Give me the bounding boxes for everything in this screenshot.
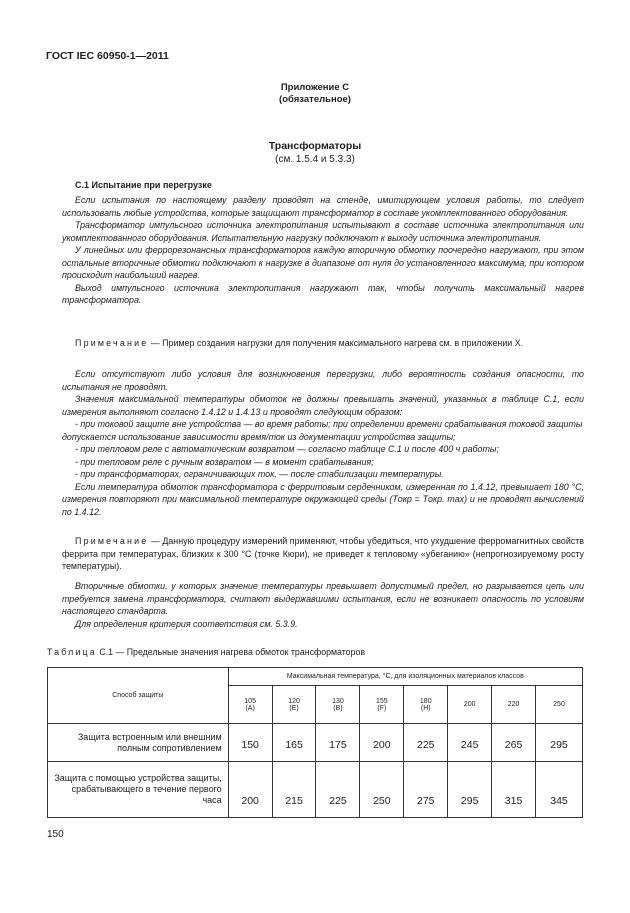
standard-code: ГОСТ IEC 60950-1—2011 [46, 50, 169, 62]
class-header: 220 [492, 686, 536, 724]
note-2 [62, 535, 584, 573]
table-cell: 275 [404, 762, 448, 818]
table-cell: 225 [316, 762, 360, 818]
table-row [48, 762, 583, 818]
class-header: 180 (H) [404, 686, 448, 724]
list-item: - при тепловом реле с автоматическим возвратом — согласно таблице C.1 и после 400 ч работы; [75, 444, 499, 454]
paragraph: Если температура обмоток трансформатора с ферритовым сердечником, измеренная по 1.4.12, превышает 180 °C, измерения повторяют при максимальной температуре окружающей среды (Tокр = Tокр. max) и не проводят вычислений по 1.4.12. [62, 481, 584, 517]
table-cell: 345 [536, 762, 583, 818]
paragraph: Если отсутствуют либо условия для возникновения перегрузки, либо вероятность создания опасности, то испытания не проводят. [62, 369, 584, 392]
paragraph: Выход импульсного источника электропитания нагружают так, чтобы получить максимальный нагрев трансформатора. [62, 282, 584, 305]
table-cell: 165 [272, 724, 316, 762]
row-label: Защита с помощью устройства защиты, срабатывающего в течение первого часа [48, 762, 229, 818]
paragraph: Значения максимальной температуры обмоток не должны превышать значений, указанных в таблице C.1, если измерения выполняют согласно 1.4.12 и 1.4.13 и проводят следующим образом: [62, 394, 584, 417]
paragraph: У линейных или феррорезонансных трансформаторов каждую вторичную обмотку поочередно нагружают, при этом остальные вторичные обмотки подключают к нагрузке в диапазоне от нуля до установленного максимума, при котором происходит наибольший нагрев. [62, 245, 584, 280]
table-row [48, 724, 583, 762]
note-text: — Данную процедуру измерений применяют, чтобы убедиться, что ухудшение ферромагнитных свойств феррита при температурах, близких к 300 °C (точке Кюри), не приведет к тепловому «убеганию» (непрогнозируемому росту температуры). [62, 536, 584, 571]
table-cell: 250 [360, 762, 404, 818]
annex-status: (обязательное) [279, 94, 351, 105]
page-number: 150 [47, 829, 64, 840]
table-cell: 225 [404, 724, 448, 762]
table-cell: 200 [228, 762, 272, 818]
list-item: - при трансформаторах, ограничивающих ток, — после стабилизации температуры. [75, 469, 444, 479]
table-cell: 175 [316, 724, 360, 762]
section-reference: (см. 1.5.4 и 5.3.3) [275, 154, 355, 165]
table-caption [47, 647, 365, 657]
clause-body-bottom [62, 580, 584, 630]
table-cell: 265 [492, 724, 536, 762]
clause-body-middle [62, 368, 584, 518]
note-text: — Пример создания нагрузки для получения максимального нагрева см. в приложении X. [148, 338, 524, 348]
note-1 [62, 337, 584, 350]
row-label: Защита встроенным или внешним полным сопротивлением [48, 724, 229, 762]
header-method: Способ защиты [48, 668, 229, 724]
clause-body-top [62, 194, 584, 307]
class-header: 155 (F) [360, 686, 404, 724]
note-label: Примечание [75, 536, 149, 546]
table-cell: 295 [448, 762, 492, 818]
table-cell: 245 [448, 724, 492, 762]
table-caption-text: C.1 — Предельные значения нагрева обмоток трансформаторов [96, 647, 366, 657]
list-item: - при токовой защите вне устройства — во время работы; при определении времени срабатывания токовой защиты допускается использование зависимости время/ток из документации устройства защиты; [62, 419, 583, 442]
class-header: 120 (E) [272, 686, 316, 724]
table-cell: 315 [492, 762, 536, 818]
class-header: 200 [448, 686, 492, 724]
paragraph: Для определения критерия соответствия см. 5.3.9. [75, 618, 298, 629]
header-temperature-group: Максимальная температура, °C, для изоляционных материалов классов [228, 668, 582, 686]
table-cell: 200 [360, 724, 404, 762]
table-caption-label: Таблица [47, 647, 97, 657]
paragraph: Если испытания по настоящему разделу проводят на стенде, имитирующем условия работы, то следует использовать любые устройства, которые защищают трансформатор в составе укомплектованного оборудования. [62, 195, 584, 218]
table-cell: 215 [272, 762, 316, 818]
table-cell: 150 [228, 724, 272, 762]
temperature-limits-table [47, 667, 583, 818]
section-title: Трансформаторы [268, 140, 362, 152]
paragraph: Трансформатор импульсного источника электропитания испытывают в составе источника электропитания или укомплектованного оборудования. Испытательную нагрузку подключают к выходу источника электропитания. [62, 220, 584, 243]
table-cell: 295 [536, 724, 583, 762]
class-header: 250 [536, 686, 583, 724]
note-label: Примечание [75, 338, 149, 348]
clause-heading: C.1 Испытание при перегрузке [75, 180, 212, 190]
list-item: - при тепловом реле с ручным возвратом — в момент срабатывания; [75, 456, 374, 467]
class-header: 105 (A) [228, 686, 272, 724]
annex-title: Приложение C [280, 82, 350, 93]
paragraph: Вторичные обмотки, у которых значение температуры превышает допустимый предел, но разрывается цепь или требуется замена трансформатора, считают выдержавшими испытания, если не возникает опасность по условиям настоящего стандарта. [62, 581, 584, 616]
class-header: 130 (B) [316, 686, 360, 724]
